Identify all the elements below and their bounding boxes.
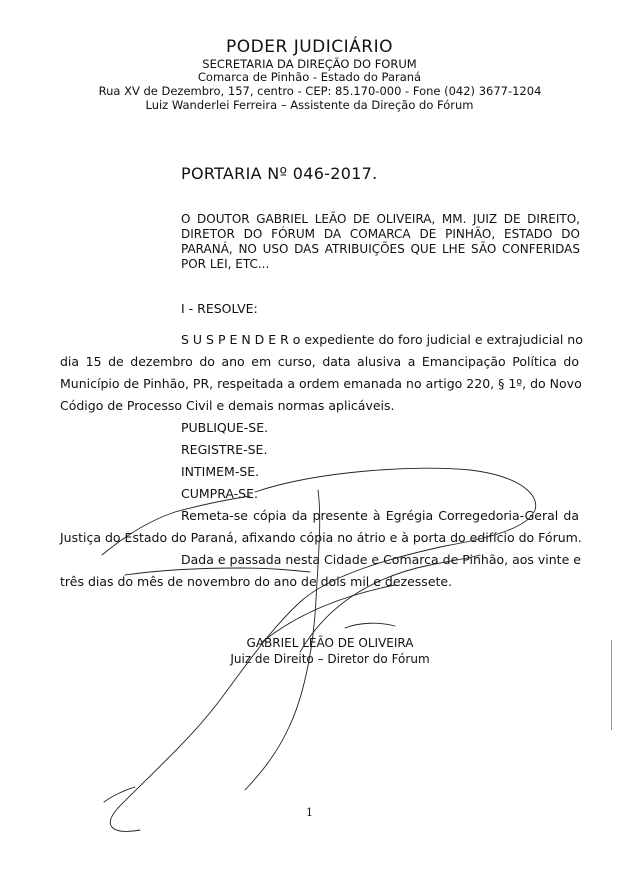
body-line: S U S P E N D E R o expediente do foro judicial e extrajudicial no — [181, 332, 583, 347]
body-line: Município de Pinhão, PR, respeitada a ordem emanada no artigo 220, § 1º, do Novo — [60, 376, 582, 391]
preamble-line: PARANÁ, NO USO DAS ATRIBUIÇÕES QUE LHE SÃO CONFERIDAS — [181, 242, 580, 256]
command-intimem: INTIMEM-SE. — [181, 464, 260, 479]
portaria-title: PORTARIA Nº 046-2017. — [181, 164, 378, 183]
preamble-line: O DOUTOR GABRIEL LEÃO DE OLIVEIRA, MM. JUIZ DE DIREITO, — [181, 212, 580, 226]
command-publique: PUBLIQUE-SE. — [181, 420, 269, 435]
comarca-line: Comarca de Pinhão - Estado do Paraná — [197, 70, 422, 84]
resolve-heading: I - RESOLVE: — [181, 301, 258, 316]
signature-name: GABRIEL LEÃO DE OLIVEIRA — [246, 636, 414, 650]
court-title: PODER JUDICIÁRIO — [226, 37, 393, 57]
body-line: dia 15 de dezembro do ano em curso, data alusiva a Emancipação Política do — [60, 354, 579, 369]
body-line: Remeta-se cópia da presente à Egrégia Corregedoria-Geral da — [181, 508, 579, 523]
preamble-line: DIRETOR DO FÓRUM DA COMARCA DE PINHÃO, ESTADO DO — [181, 227, 580, 241]
preamble-line: POR LEI, ETC... — [181, 257, 270, 271]
signature-role: Juiz de Direito – Diretor do Fórum — [230, 652, 430, 666]
body-line: Justiça do Estado do Paraná, afixando cópia no átrio e à porta do edifício do Fórum. — [60, 530, 582, 545]
body-line: Código de Processo Civil e demais normas aplicáveis. — [60, 398, 395, 413]
address-line: Rua XV de Dezembro, 157, centro - CEP: 85.170-000 - Fone (042) 3677-1204 — [98, 84, 542, 98]
body-line: Dada e passada nesta Cidade e Comarca de Pinhão, aos vinte e — [181, 552, 581, 567]
command-cumpra: CUMPRA-SE. — [181, 486, 258, 501]
body-line: três dias do mês de novembro do ano de dois mil e dezessete. — [60, 574, 453, 589]
assistant-line: Luiz Wanderlei Ferreira – Assistente da Direção do Fórum — [145, 98, 474, 112]
page-number: 1 — [306, 806, 313, 819]
scan-edge-line — [611, 640, 612, 730]
secretariat-line: SECRETARIA DA DIREÇÃO DO FORUM — [202, 57, 417, 71]
command-registre: REGISTRE-SE. — [181, 442, 268, 457]
